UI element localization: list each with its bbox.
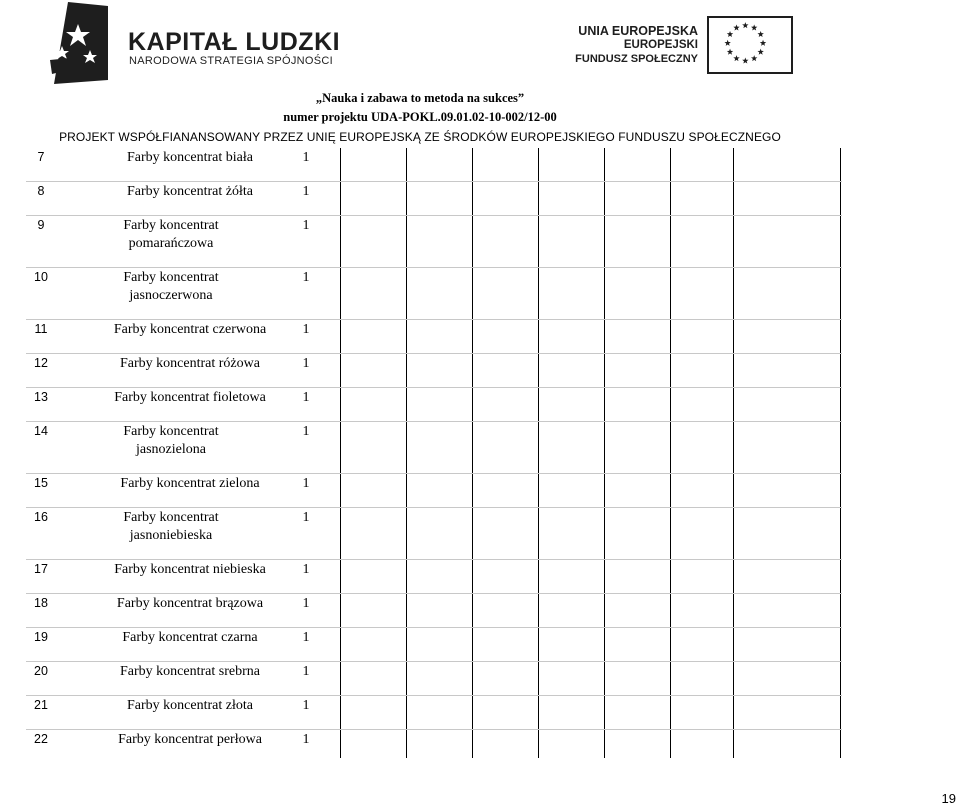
item-name: Farby koncentrat jasnozielona [123, 424, 219, 457]
item-quantity: 1 [302, 270, 310, 285]
item-quantity: 1 [302, 596, 310, 611]
table-row [26, 474, 842, 508]
table-row [26, 628, 842, 662]
table-row [26, 182, 842, 216]
item-name: Farby koncentrat czerwona [113, 322, 267, 337]
eu-flag-icon [707, 16, 793, 74]
row-number: 11 [34, 322, 48, 336]
item-quantity: 1 [302, 322, 310, 337]
eu-label-line3: FUNDUSZ SPOŁECZNY [575, 53, 698, 65]
eu-star-icon [724, 40, 730, 46]
table-row [26, 422, 842, 474]
eu-star-icon [742, 22, 748, 28]
item-name: Farby koncentrat czarna [122, 630, 258, 645]
row-number: 15 [34, 476, 48, 490]
item-quantity: 1 [302, 630, 310, 645]
eu-star-icon [757, 49, 763, 55]
table-row [26, 696, 842, 730]
item-name: Farby koncentrat srebrna [120, 664, 260, 679]
item-quantity: 1 [302, 476, 310, 491]
table-row [26, 268, 842, 320]
cofinance-statement: PROJEKT WSPÓŁFIANANSOWANY PRZEZ UNIĘ EUROPEJSKĄ ZE ŚRODKÓW EUROPEJSKIEGO FUNDUSZU SPOŁECZNEGO [59, 130, 781, 144]
item-quantity: 1 [302, 184, 310, 199]
item-name: Farby koncentrat fioletowa [114, 390, 266, 405]
item-name: Farby koncentrat jasnoczerwona [123, 270, 219, 303]
item-name: Farby koncentrat jasnoniebieska [123, 510, 219, 543]
item-name: Farby koncentrat biała [127, 150, 253, 165]
table-row [26, 148, 842, 182]
item-name: Farby koncentrat pomarańczowa [123, 218, 219, 251]
row-number: 20 [34, 664, 48, 678]
row-number: 7 [37, 150, 45, 164]
eu-star-icon [727, 49, 733, 55]
item-quantity: 1 [302, 732, 310, 747]
page-number: 19 [941, 791, 956, 806]
row-number: 17 [34, 562, 48, 576]
eu-star-icon [727, 31, 733, 37]
row-number: 14 [34, 424, 48, 438]
row-number: 16 [34, 510, 48, 524]
eu-star-icon [733, 24, 739, 30]
item-quantity: 1 [302, 424, 310, 439]
item-name: Farby koncentrat niebieska [114, 562, 266, 577]
project-number: numer projektu UDA-POKL.09.01.02-10-002/12-00 [283, 110, 557, 124]
row-number: 19 [34, 630, 48, 644]
item-quantity: 1 [302, 356, 310, 371]
table-row [26, 320, 842, 354]
eu-star-icon [733, 55, 739, 61]
item-name: Farby koncentrat różowa [120, 356, 260, 371]
row-number: 8 [37, 184, 45, 198]
item-quantity: 1 [302, 562, 310, 577]
eu-label-line1: UNIA EUROPEJSKA [578, 24, 698, 38]
item-name: Farby koncentrat złota [127, 698, 253, 713]
table-row [26, 354, 842, 388]
table-row [26, 388, 842, 422]
item-name: Farby koncentrat perłowa [118, 732, 262, 747]
eu-star-icon [760, 40, 766, 46]
kapital-ludzki-subtitle: NARODOWA STRATEGIA SPÓJNOŚCI [129, 55, 333, 67]
item-quantity: 1 [302, 510, 310, 525]
table-row [26, 594, 842, 628]
row-number: 13 [34, 390, 48, 404]
table-row [26, 730, 842, 758]
items-table [26, 148, 842, 758]
row-number: 9 [37, 218, 45, 232]
row-number: 12 [34, 356, 48, 370]
table-row [26, 508, 842, 560]
item-quantity: 1 [302, 390, 310, 405]
table-row [26, 560, 842, 594]
item-name: Farby koncentrat zielona [120, 476, 260, 491]
row-number: 22 [34, 732, 48, 746]
item-quantity: 1 [302, 218, 310, 233]
item-name: Farby koncentrat brązowa [116, 596, 264, 611]
item-quantity: 1 [302, 664, 310, 679]
eu-star-icon [751, 55, 757, 61]
item-name: Farby koncentrat żółta [127, 184, 253, 199]
eu-star-icon [751, 24, 757, 30]
kapital-ludzki-title: KAPITAŁ LUDZKI [128, 28, 341, 56]
item-quantity: 1 [302, 698, 310, 713]
kapital-ludzki-logo-icon [50, 2, 110, 84]
project-title: „Nauka i zabawa to metoda na sukces” [315, 91, 525, 105]
eu-star-icon [742, 57, 748, 63]
row-number: 18 [34, 596, 48, 610]
eu-label-line2: EUROPEJSKI [623, 39, 698, 51]
row-number: 21 [34, 698, 48, 712]
eu-star-icon [757, 31, 763, 37]
table-row [26, 662, 842, 696]
item-quantity: 1 [302, 150, 310, 165]
table-row [26, 216, 842, 268]
eu-fund-label [575, 24, 698, 66]
row-number: 10 [34, 270, 48, 284]
